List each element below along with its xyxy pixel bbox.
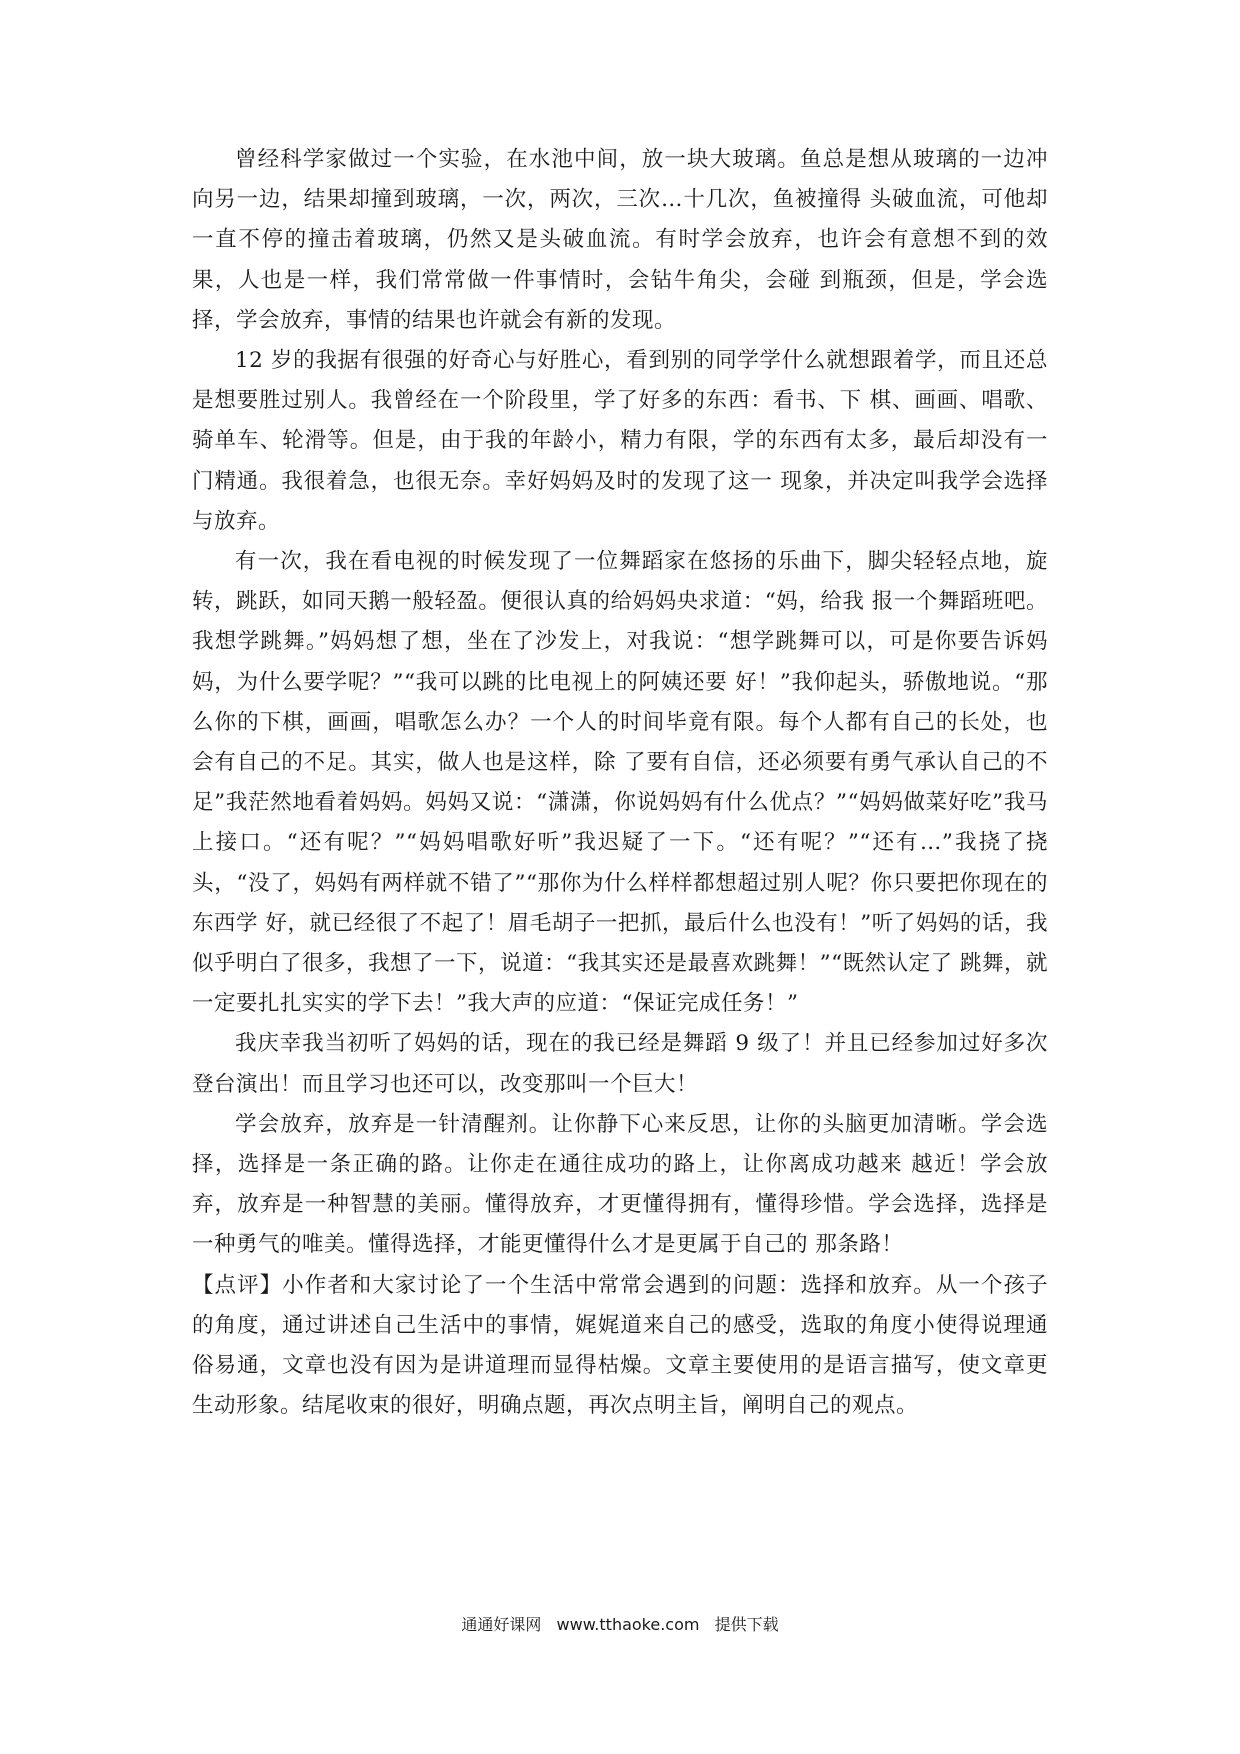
- teacher-comment: 【点评】小作者和大家讨论了一个生活中常常会遇到的问题：选择和放弃。从一个孩子的角度，通过讲述自己生活中的事情，娓娓道来自己的感受，选取的角度小使得说理通俗易通，文章也没有因为是讲道理而显得枯燥。文章主要使用的是语言描写，使文章更生动形象。结尾收束的很好，明确点题，再次点明主旨，阐明自己的观点。: [192, 1272, 1048, 1419]
- paragraph-conclusion: 学会放弃，放弃是一针清醒剂。让你静下心来反思，让你的头脑更加清晰。学会选择，选择是一条正确的路。让你走在通往成功的路上，让你离成功越来 越近！学会放弃，放弃是一种智慧的美丽。懂得放弃，才更懂得拥有，懂得珍惜。学会选择，选择是一种勇气的唯美。懂得选择，才能更懂得什么才是更属于自己的 那条路！: [192, 1111, 1048, 1258]
- footer-site-name: 通通好课网: [461, 1615, 542, 1634]
- article-body: [192, 140, 1048, 1427]
- paragraph-dialogue: 有一次，我在看电视的时候发现了一位舞蹈家在悠扬的乐曲下，脚尖轻轻点地，旋转，跳跃，如同天鹅一般轻盈。便很认真的给妈妈央求道：“妈，给我 报一个舞蹈班吧。我想学跳舞。”妈妈想了想，坐在了沙发上，对我说：“想学跳舞可以，可是你要告诉妈妈，为什么要学呢？”“我可以跳的比电视上的阿姨还要 好！”我仰起头，骄傲地说。“那么你的下棋，画画，唱歌怎么办？一个人的时间毕竟有限。每个人都有自己的长处，也会有自己的不足。其实，做人也是这样，除 了要有自信，还必须要有勇气承认自己的不足”我茫然地看着妈妈。妈妈又说：“潇潇，你说妈妈有什么优点？”“妈妈做菜好吃”我马上接口。“还有呢？”“妈妈唱歌好听”我迟疑了一下。“还有呢？”“还有…”我挠了挠头，“没了，妈妈有两样就不错了”“那你为什么样样都想超过别人呢？你只要把你现在的东西学 好，就已经很了不起了！眉毛胡子一把抓，最后什么也没有！”听了妈妈的话，我似乎明白了很多，我想了一下，说道：“我其实还是最喜欢跳舞！”“既然认定了 跳舞，就一定要扎扎实实的学下去！”我大声的应道：“保证完成任务！”: [192, 549, 1048, 1017]
- paragraph-result: 我庆幸我当初听了妈妈的话，现在的我已经是舞蹈 9 级了！并且已经参加过好多次登台演出！而且学习也还可以，改变那叫一个巨大！: [192, 1031, 1048, 1097]
- footer-tagline: 提供下载: [714, 1615, 779, 1634]
- page-footer: [0, 1612, 1240, 1635]
- footer-url[interactable]: www.tthaoke.com: [556, 1615, 700, 1634]
- paragraph-curiosity: 12 岁的我据有很强的好奇心与好胜心，看到别的同学学什么就想跟着学，而且还总是想要胜过别人。我曾经在一个阶段里，学了好多的东西：看书、下 棋、画画、唱歌、骑单车、轮滑等。但是，由于我的年龄小，精力有限，学的东西有太多，最后却没有一门精通。我很着急，也很无奈。幸好妈妈及时的发现了这一 现象，并决定叫我学会选择与放弃。: [192, 348, 1048, 534]
- paragraph-experiment: 曾经科学家做过一个实验，在水池中间，放一块大玻璃。鱼总是想从玻璃的一边冲向另一边，结果却撞到玻璃，一次，两次，三次…十几次，鱼被撞得 头破血流，可他却一直不停的撞击着玻璃，仍然又是头破血流。有时学会放弃，也许会有意想不到的效果，人也是一样，我们常常做一件事情时，会钻牛角尖，会碰 到瓶颈，但是，学会选择，学会放弃，事情的结果也许就会有新的发现。: [192, 147, 1048, 333]
